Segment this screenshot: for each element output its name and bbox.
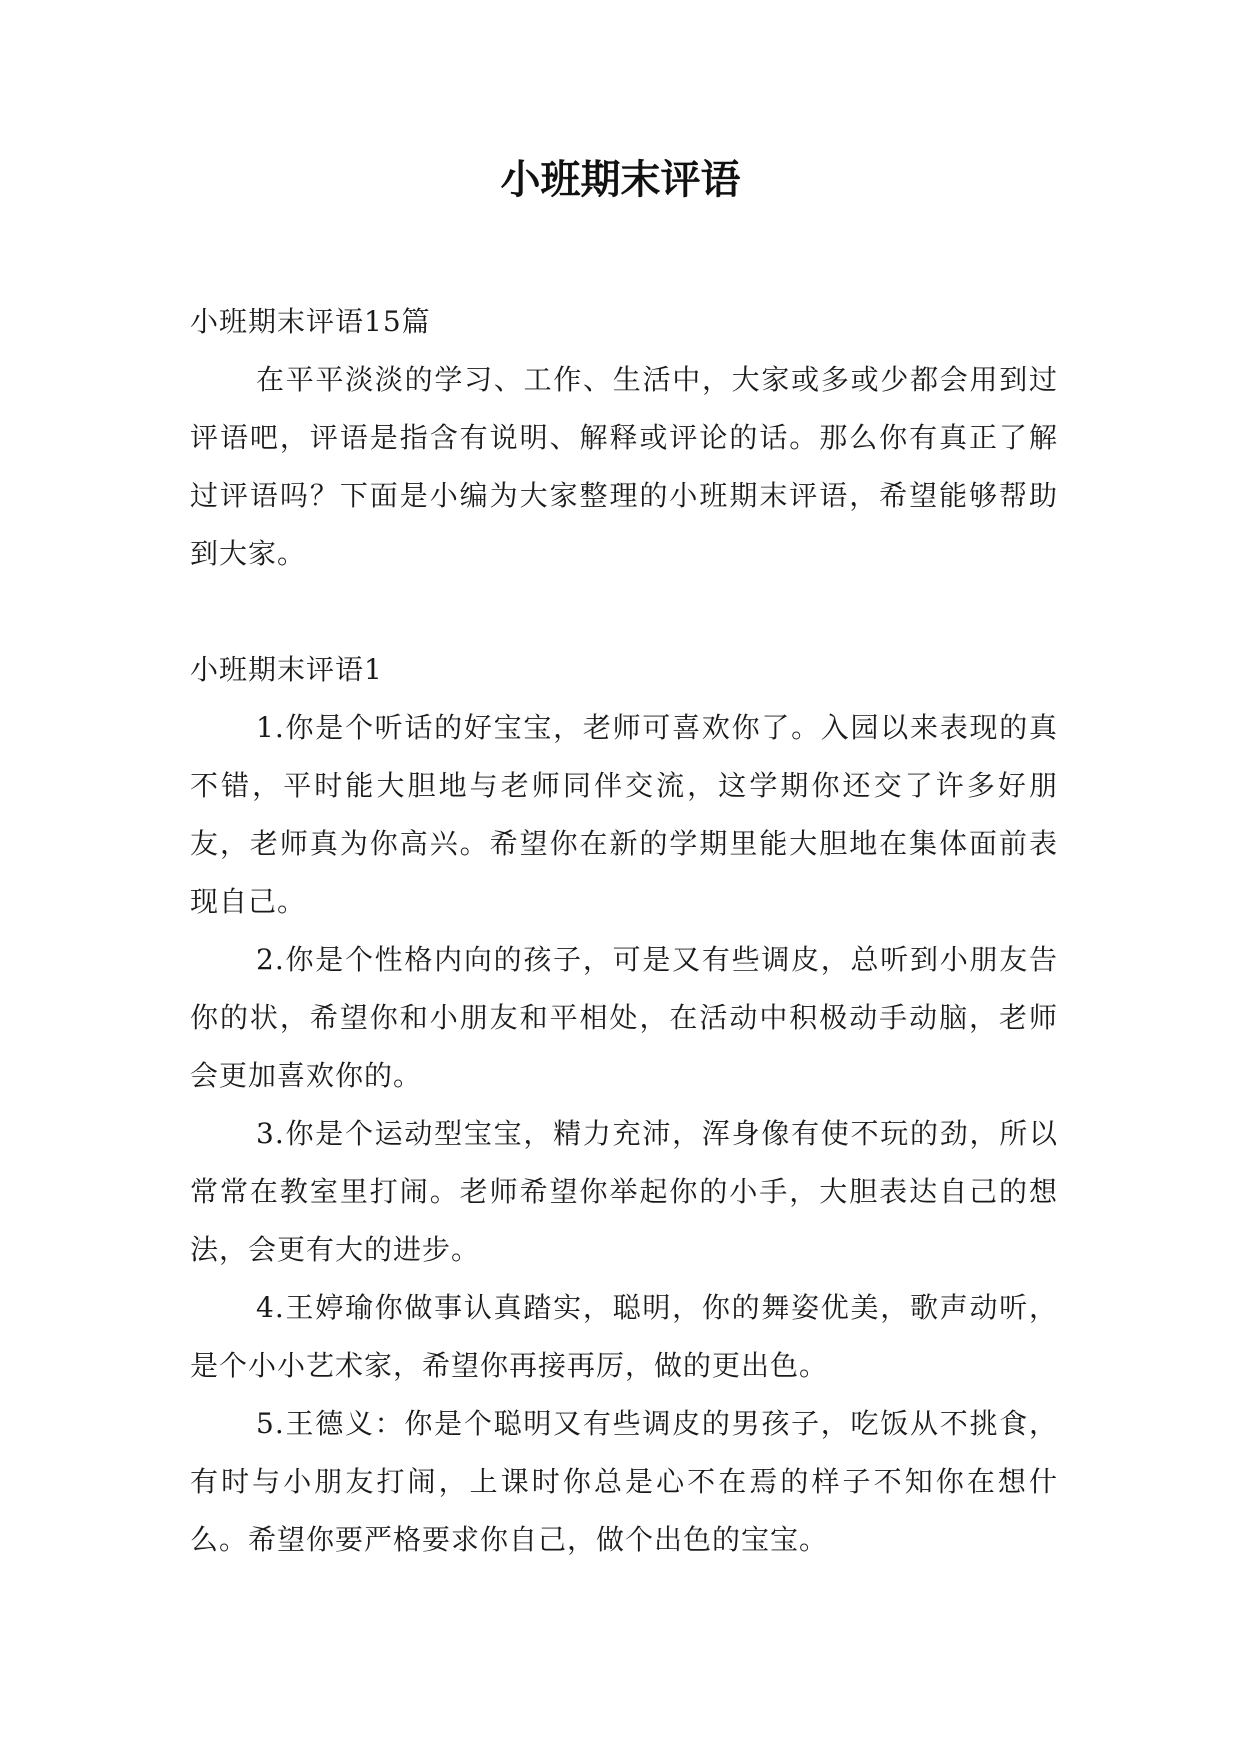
intro-paragraph: 在平平淡淡的学习、工作、生活中，大家或多或少都会用到过评语吧，评语是指含有说明、解释或评论的话。那么你有真正了解过评语吗？下面是小编为大家整理的小班期末评语，希望能够帮助到大家。 <box>190 363 1058 570</box>
section-heading: 小班期末评语1 <box>190 653 383 686</box>
paragraph-spacer <box>190 583 1058 641</box>
comment-item-1: 1.你是个听话的好宝宝，老师可喜欢你了。入园以来表现的真不错，平时能大胆地与老师同伴交流，这学期你还交了许多好朋友，老师真为你高兴。希望你在新的学期里能大胆地在集体面前表现自己。 <box>190 711 1058 918</box>
page-title: 小班期末评语 <box>500 157 741 203</box>
comment-item-4: 4.王婷瑜你做事认真踏实，聪明，你的舞姿优美，歌声动听，是个小小艺术家，希望你再接再厉，做的更出色。 <box>190 1291 1058 1382</box>
comment-item-2: 2.你是个性格内向的孩子，可是又有些调皮，总听到小朋友告你的状，希望你和小朋友和平相处，在活动中积极动手动脑，老师会更加喜欢你的。 <box>190 943 1058 1092</box>
comment-item-5: 5.王德义：你是个聪明又有些调皮的男孩子，吃饭从不挑食，有时与小朋友打闹，上课时你总是心不在焉的样子不知你在想什么。希望你要严格要求你自己，做个出色的宝宝。 <box>190 1407 1058 1556</box>
comment-item-3: 3.你是个运动型宝宝，精力充沛，浑身像有使不玩的劲，所以常常在教室里打闹。老师希望你举起你的小手，大胆表达自己的想法，会更有大的进步。 <box>190 1117 1058 1266</box>
document-body <box>190 293 1058 1569</box>
subtitle: 小班期末评语15篇 <box>190 305 431 338</box>
